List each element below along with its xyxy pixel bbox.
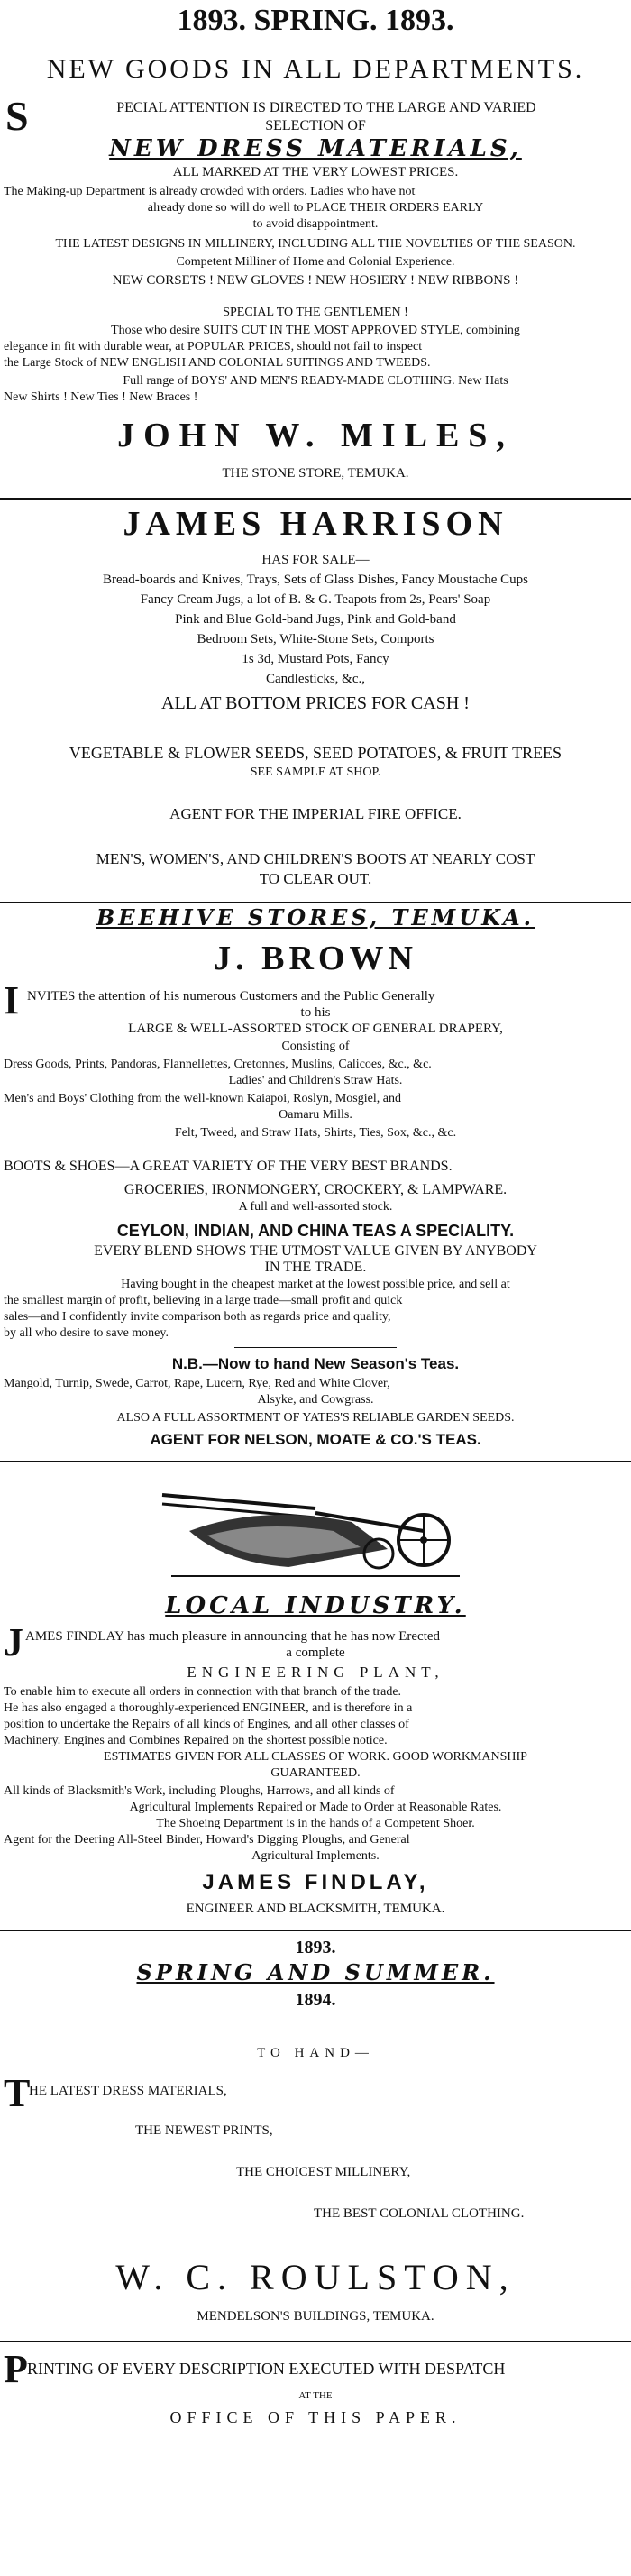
miles-new-items: NEW CORSETS ! NEW GLOVES ! NEW HOSIERY ! NEW RIBBONS ! [112,274,519,288]
findlay-local-industry: LOCAL INDUSTRY. [165,1594,466,1618]
roulston-drop-cap: T [4,2071,31,2115]
findlay-line-7: ESTIMATES GIVEN FOR ALL CLASSES OF WORK. GOOD WORKMANSHIP [104,1751,527,1764]
miles-making-line-3: to avoid disappointment. [252,218,379,231]
printing-line-2: AT THE [298,2391,333,2401]
printing-drop-cap: P [4,2347,28,2391]
miles-special-line-2: SELECTION OF [265,119,366,133]
brown-teas: CEYLON, INDIAN, AND CHINA TEAS A SPECIALITY. [116,1223,515,1239]
harrison-agent: AGENT FOR THE IMPERIAL FIRE OFFICE. [169,806,462,821]
roulston-to-hand: TO HAND— [257,2047,374,2060]
miles-marked: ALL MARKED AT THE VERY LOWEST PRICES. [172,166,459,179]
roulston-name: W. C. ROULSTON, [115,2260,516,2296]
brown-line-6: Ladies' and Children's Straw Hats. [228,1075,403,1087]
harrison-item-2: Fancy Cream Jugs, a lot of B. & G. Teapots from 2s, Pears' Soap [140,593,491,607]
roulston-line-2: THE NEWEST PRINTS, [135,2124,273,2138]
miles-range-line-2: New Shirts ! New Ties ! New Braces ! [4,391,198,404]
brown-line-9: Felt, Tweed, and Straw Hats, Shirts, Ties, Sox, &c., &c. [174,1127,457,1140]
findlay-line-2: a complete [286,1646,345,1660]
harrison-boots-line-2: TO CLEAR OUT. [259,871,372,886]
miles-store: THE STONE STORE, TEMUKA. [222,467,409,481]
miles-millinery: THE LATEST DESIGNS IN MILLINERY, INCLUDING ALL THE NOVELTIES OF THE SEASON. [55,238,576,251]
findlay-line-13: Agricultural Implements. [251,1850,380,1863]
roulston-line-3: THE CHOICEST MILLINERY, [236,2166,411,2179]
brown-line-5: Dress Goods, Prints, Pandoras, Flannellettes, Cretonnes, Muslins, Calicoes, &c., &c. [4,1059,432,1071]
divider [0,498,631,500]
harrison-item-1: Bread-boards and Knives, Trays, Sets of Glass Dishes, Fancy Moustache Cups [102,573,529,587]
roulston-year-2: 1894. [295,1991,336,2009]
harrison-boots-line-1: MEN'S, WOMEN'S, AND CHILDREN'S BOOTS AT NEARLY COST [96,851,535,866]
miles-making-line-1: The Making-up Department is already crowded with orders. Ladies who have not [4,186,416,198]
findlay-line-12: Agent for the Deering All-Steel Binder, Howard's Digging Ploughs, and General [4,1834,410,1847]
brown-blend-line-2: IN THE TRADE. [264,1260,367,1275]
roulston-line-4: THE BEST COLONIAL CLOTHING. [314,2207,525,2221]
miles-drop-cap: S [5,93,29,139]
harrison-seeds: VEGETABLE & FLOWER SEEDS, SEED POTATOES, & FRUIT TREES [69,745,562,761]
brown-line-2: to his [300,1006,331,1020]
miles-headline: NEW GOODS IN ALL DEPARTMENTS. [46,56,585,83]
printing-line-1: RINTING OF EVERY DESCRIPTION EXECUTED WITH DESPATCH [27,2361,506,2377]
harrison-for-sale: HAS FOR SALE— [261,554,370,567]
harrison-bottom-prices: ALL AT BOTTOM PRICES FOR CASH ! [161,694,470,712]
brown-bought-line-4: by all who desire to save money. [4,1327,169,1340]
miles-milliner: Competent Milliner of Home and Colonial Experience. [176,256,455,269]
miles-name: JOHN W. MILES, [117,418,514,453]
divider [0,2341,631,2342]
printing-line-3: OFFICE OF THIS PAPER. [169,2409,462,2425]
brown-agent: AGENT FOR NELSON, MOATE & CO.'S TEAS. [150,1432,481,1447]
findlay-line-1: AMES FINDLAY has much pleasure in announcing that he has now Erected [25,1630,441,1644]
brown-name: J. BROWN [214,941,417,976]
brown-also: ALSO A FULL ASSORTMENT OF YATES'S RELIABLE GARDEN SEEDS. [116,1412,515,1425]
brown-line-7: Men's and Boys' Clothing from the well-known Kaiapoi, Roslyn, Mosgiel, and [4,1093,401,1105]
miles-making-line-2: already done so will do well to PLACE THEIR ORDERS EARLY [147,202,484,215]
findlay-line-8: GUARANTEED. [270,1767,361,1780]
miles-suits-line-2: elegance in fit with durable wear, at POPULAR PRICES, should not fail to inspect [4,341,423,353]
roulston-line-1: HE LATEST DRESS MATERIALS, [29,2085,227,2098]
findlay-line-4: He has also engaged a thoroughly-experienced ENGINEER, and is therefore in a [4,1702,413,1715]
brown-groceries: GROCERIES, IRONMONGERY, CROCKERY, & LAMPWARE. [123,1183,508,1197]
findlay-line-5: position to undertake the Repairs of all kinds of Engines, and all other classes of [4,1719,409,1731]
findlay-line-11: The Shoeing Department is in the hands of a Competent Shoer. [156,1818,475,1830]
harrison-item-3: Pink and Blue Gold-band Jugs, Pink and Gold-band [175,613,456,627]
miles-date-header: 1893. SPRING. 1893. [177,5,454,36]
brown-line-3: LARGE & WELL-ASSORTED STOCK OF GENERAL DRAPERY, [128,1022,503,1036]
roulston-address: MENDELSON'S BUILDINGS, TEMUKA. [197,2310,434,2324]
brown-line-8: Oamaru Mills. [279,1109,352,1122]
short-divider [234,1347,397,1348]
harrison-item-4: Bedroom Sets, White-Stone Sets, Comports [197,633,434,646]
findlay-engineering-plant: ENGINEERING PLANT, [187,1664,444,1680]
miles-suits-line-1: Those who desire SUITS CUT IN THE MOST APPROVED STYLE, combining [111,325,520,337]
brown-blend-line-1: EVERY BLEND SHOWS THE UTMOST VALUE GIVEN BY ANYBODY [94,1244,537,1259]
brown-beehive-stores: BEEHIVE STORES, TEMUKA. [96,907,535,929]
findlay-line-9: All kinds of Blacksmith's Work, including Ploughs, Harrows, and all kinds of [4,1785,395,1798]
harrison-item-6: Candlesticks, &c., [266,673,365,686]
findlay-line-3: To enable him to execute all orders in connection with that branch of the trade. [4,1686,402,1699]
roulston-year-1: 1893. [295,1939,336,1957]
miles-suits-line-3: the Large Stock of NEW ENGLISH AND COLONIAL SUITINGS AND TWEEDS. [4,357,431,370]
findlay-line-6: Machinery. Engines and Combines Repaired on the shortest possible notice. [4,1735,388,1747]
brown-mangold-line-1: Mangold, Turnip, Swede, Carrot, Rape, Lucern, Rye, Red and White Clover, [4,1378,390,1390]
brown-drop-cap: I [4,978,20,1022]
harrison-name: JAMES HARRISON [123,507,508,541]
brown-line-1: NVITES the attention of his numerous Customers and the Public Generally [27,990,435,1004]
brown-bought-line-1: Having bought in the cheapest market at the lowest possible price, and sell at [121,1279,510,1291]
findlay-drop-cap: J [4,1620,23,1664]
brown-bought-line-3: sales—and I confidently invite comparison both as regards price and quality, [4,1311,391,1324]
miles-special-line-1: PECIAL ATTENTION IS DIRECTED TO THE LARGE AND VARIED [116,101,536,115]
divider [0,902,631,903]
findlay-line-10: Agricultural Implements Repaired or Made to Order at Reasonable Rates. [129,1801,502,1814]
brown-full-stock: A full and well-assorted stock. [238,1201,393,1214]
miles-range-line-1: Full range of BOYS' AND MEN'S READY-MADE CLOTHING. New Hats [123,375,508,388]
brown-nb: N.B.—Now to hand New Season's Teas. [171,1356,460,1371]
roulston-season: SPRING AND SUMMER. [136,1962,495,1984]
divider [0,1930,631,1931]
findlay-name: JAMES FINDLAY, [202,1872,429,1893]
harrison-sample: SEE SAMPLE AT SHOP. [250,766,381,779]
brown-boots: BOOTS & SHOES—A GREAT VARIETY OF THE VERY BEST BRANDS. [4,1160,453,1174]
miles-gentlemen: SPECIAL TO THE GENTLEMEN ! [223,307,408,319]
plough-illustration [153,1468,478,1585]
brown-mangold-line-2: Alsyke, and Cowgrass. [257,1394,374,1407]
harrison-item-5: 1s 3d, Mustard Pots, Fancy [242,653,389,666]
brown-line-4: Consisting of [281,1040,350,1053]
findlay-title: ENGINEER AND BLACKSMITH, TEMUKA. [186,1902,445,1916]
brown-bought-line-2: the smallest margin of profit, believing in a large trade—small profit and quick [4,1295,403,1307]
divider [0,1461,631,1462]
miles-new-dress-materials: NEW DRESS MATERIALS, [109,137,522,160]
